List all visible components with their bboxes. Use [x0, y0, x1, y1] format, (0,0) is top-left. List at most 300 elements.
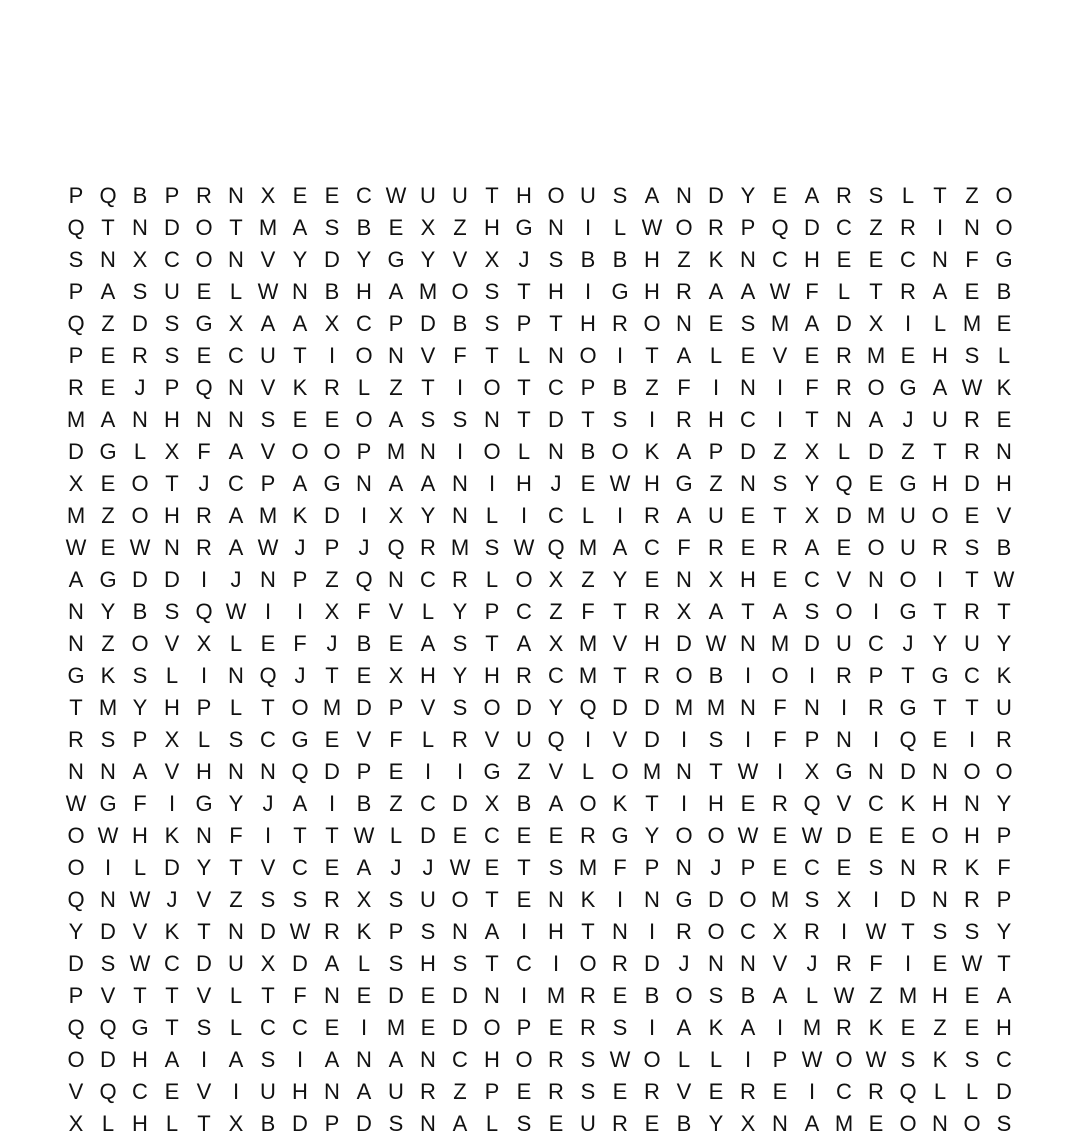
letter-cell[interactable]: M [834, 1111, 854, 1136]
letter-cell[interactable]: P [868, 663, 884, 688]
letter-cell[interactable]: J [198, 471, 210, 496]
letter-cell[interactable]: E [772, 823, 788, 848]
letter-cell[interactable]: A [100, 279, 116, 304]
letter-cell[interactable]: W [225, 599, 247, 624]
letter-cell[interactable]: E [324, 1015, 340, 1040]
letter-cell[interactable]: N [228, 375, 244, 400]
letter-cell[interactable]: H [132, 1111, 148, 1136]
letter-cell[interactable]: Q [195, 599, 213, 624]
letter-cell[interactable]: J [678, 951, 690, 976]
letter-cell[interactable]: Q [99, 1079, 117, 1104]
letter-cell[interactable]: U [420, 887, 436, 912]
letter-cell[interactable]: N [260, 759, 276, 784]
letter-cell[interactable]: R [196, 503, 212, 528]
letter-cell[interactable]: K [580, 887, 596, 912]
letter-cell[interactable]: S [196, 1015, 212, 1040]
letter-cell[interactable]: C [516, 599, 532, 624]
letter-cell[interactable]: N [868, 759, 884, 784]
letter-cell[interactable]: R [452, 727, 468, 752]
letter-cell[interactable]: Q [355, 567, 373, 592]
letter-cell[interactable]: S [260, 407, 276, 432]
letter-cell[interactable]: W [737, 823, 759, 848]
letter-cell[interactable]: S [580, 1047, 596, 1072]
letter-cell[interactable]: D [196, 951, 212, 976]
letter-cell[interactable]: I [296, 1047, 304, 1072]
letter-cell[interactable]: O [899, 1111, 917, 1136]
letter-cell[interactable]: T [229, 855, 243, 880]
letter-cell[interactable]: A [68, 567, 84, 592]
letter-cell[interactable]: S [452, 695, 468, 720]
letter-cell[interactable]: K [612, 791, 628, 816]
letter-cell[interactable]: I [808, 1079, 816, 1104]
letter-cell[interactable]: R [324, 887, 340, 912]
letter-cell[interactable]: I [904, 951, 912, 976]
letter-cell[interactable]: G [99, 567, 117, 592]
letter-cell[interactable]: O [611, 759, 629, 784]
letter-cell[interactable]: V [68, 1079, 84, 1104]
letter-cell[interactable]: P [388, 919, 404, 944]
letter-cell[interactable]: R [580, 1015, 596, 1040]
letter-cell[interactable]: U [996, 695, 1012, 720]
letter-cell[interactable]: O [675, 983, 693, 1008]
letter-cell[interactable]: E [292, 407, 308, 432]
letter-cell[interactable]: L [613, 215, 627, 240]
letter-cell[interactable]: H [132, 1047, 148, 1072]
letter-cell[interactable]: W [65, 791, 87, 816]
letter-cell[interactable]: I [360, 1015, 368, 1040]
letter-cell[interactable]: Z [101, 311, 115, 336]
letter-cell[interactable]: A [292, 311, 308, 336]
letter-cell[interactable]: J [230, 567, 242, 592]
letter-cell[interactable]: L [389, 823, 403, 848]
letter-cell[interactable]: R [836, 951, 852, 976]
letter-cell[interactable]: D [324, 247, 340, 272]
letter-cell[interactable]: E [516, 887, 532, 912]
letter-cell[interactable]: L [229, 695, 243, 720]
letter-cell[interactable]: D [644, 727, 660, 752]
letter-cell[interactable]: P [484, 1079, 500, 1104]
letter-cell[interactable]: F [389, 727, 403, 752]
letter-cell[interactable]: E [836, 855, 852, 880]
letter-cell[interactable]: L [997, 343, 1011, 368]
letter-cell[interactable]: A [772, 599, 788, 624]
letter-cell[interactable]: N [548, 215, 564, 240]
letter-cell[interactable]: N [228, 919, 244, 944]
letter-cell[interactable]: A [228, 503, 244, 528]
letter-cell[interactable]: N [132, 215, 148, 240]
letter-cell[interactable]: N [388, 567, 404, 592]
letter-cell[interactable]: N [868, 567, 884, 592]
letter-cell[interactable]: B [996, 535, 1012, 560]
letter-cell[interactable]: N [228, 759, 244, 784]
letter-cell[interactable]: E [388, 631, 404, 656]
letter-cell[interactable]: Z [453, 1079, 467, 1104]
letter-cell[interactable]: J [166, 887, 178, 912]
letter-cell[interactable]: R [900, 215, 916, 240]
letter-cell[interactable]: E [964, 1015, 980, 1040]
letter-cell[interactable]: V [196, 887, 212, 912]
letter-cell[interactable]: O [707, 919, 725, 944]
letter-cell[interactable]: X [836, 887, 852, 912]
letter-cell[interactable]: L [965, 1079, 979, 1104]
letter-cell[interactable]: N [676, 855, 692, 880]
letter-cell[interactable]: N [676, 311, 692, 336]
letter-cell[interactable]: I [456, 759, 464, 784]
letter-cell[interactable]: Z [869, 215, 883, 240]
letter-cell[interactable]: P [388, 311, 404, 336]
letter-cell[interactable]: D [868, 439, 884, 464]
letter-cell[interactable]: I [776, 375, 784, 400]
letter-cell[interactable]: D [676, 631, 692, 656]
letter-cell[interactable]: T [325, 823, 339, 848]
letter-cell[interactable]: N [324, 1079, 340, 1104]
letter-cell[interactable]: E [772, 855, 788, 880]
letter-cell[interactable]: T [485, 951, 499, 976]
letter-cell[interactable]: V [260, 439, 276, 464]
letter-cell[interactable]: D [996, 1079, 1012, 1104]
letter-cell[interactable]: N [484, 407, 500, 432]
letter-cell[interactable]: R [420, 1079, 436, 1104]
letter-cell[interactable]: C [356, 311, 372, 336]
letter-cell[interactable]: E [996, 407, 1012, 432]
letter-cell[interactable]: N [932, 1111, 948, 1136]
letter-cell[interactable]: O [483, 375, 501, 400]
letter-cell[interactable]: P [292, 567, 308, 592]
letter-cell[interactable]: D [100, 1047, 116, 1072]
letter-cell[interactable]: Z [869, 983, 883, 1008]
letter-cell[interactable]: I [616, 343, 624, 368]
letter-cell[interactable]: O [931, 823, 949, 848]
letter-cell[interactable]: D [292, 1111, 308, 1136]
letter-cell[interactable]: D [964, 471, 980, 496]
letter-cell[interactable]: W [609, 471, 631, 496]
letter-cell[interactable]: A [164, 1047, 180, 1072]
letter-cell[interactable]: W [257, 535, 279, 560]
letter-cell[interactable]: G [835, 759, 853, 784]
letter-cell[interactable]: C [836, 1079, 852, 1104]
letter-cell[interactable]: D [452, 983, 468, 1008]
letter-cell[interactable]: E [644, 567, 660, 592]
letter-cell[interactable]: E [740, 535, 756, 560]
letter-cell[interactable]: I [456, 375, 464, 400]
letter-cell[interactable]: D [836, 823, 852, 848]
letter-cell[interactable]: F [581, 599, 595, 624]
letter-cell[interactable]: O [963, 1111, 981, 1136]
letter-cell[interactable]: R [644, 1079, 660, 1104]
letter-cell[interactable]: S [548, 855, 564, 880]
letter-cell[interactable]: K [292, 375, 308, 400]
letter-cell[interactable]: A [452, 1111, 468, 1136]
letter-cell[interactable]: T [549, 311, 563, 336]
letter-cell[interactable]: D [804, 215, 820, 240]
letter-cell[interactable]: R [932, 855, 948, 880]
letter-cell[interactable]: A [420, 471, 436, 496]
letter-cell[interactable]: C [420, 791, 436, 816]
letter-cell[interactable]: T [261, 695, 275, 720]
letter-cell[interactable]: A [804, 535, 820, 560]
letter-cell[interactable]: I [904, 311, 912, 336]
letter-cell[interactable]: D [324, 759, 340, 784]
letter-cell[interactable]: T [613, 599, 627, 624]
letter-cell[interactable]: H [292, 1079, 308, 1104]
letter-cell[interactable]: O [291, 439, 309, 464]
letter-cell[interactable]: B [260, 1111, 276, 1136]
letter-cell[interactable]: J [262, 791, 274, 816]
letter-cell[interactable]: T [965, 695, 979, 720]
letter-cell[interactable]: F [133, 791, 147, 816]
letter-cell[interactable]: W [641, 215, 663, 240]
letter-cell[interactable]: P [164, 375, 180, 400]
letter-cell[interactable]: Q [899, 1079, 917, 1104]
letter-cell[interactable]: O [579, 791, 597, 816]
letter-cell[interactable]: E [612, 983, 628, 1008]
letter-cell[interactable]: I [744, 663, 752, 688]
letter-cell[interactable]: I [680, 727, 688, 752]
letter-cell[interactable]: R [452, 567, 468, 592]
letter-cell[interactable]: Q [899, 727, 917, 752]
letter-cell[interactable]: R [836, 663, 852, 688]
letter-cell[interactable]: N [932, 247, 948, 272]
letter-cell[interactable]: P [356, 759, 372, 784]
letter-cell[interactable]: E [452, 823, 468, 848]
letter-cell[interactable]: R [580, 983, 596, 1008]
letter-cell[interactable]: S [740, 311, 756, 336]
letter-cell[interactable]: N [68, 599, 84, 624]
letter-cell[interactable]: Y [452, 599, 468, 624]
letter-cell[interactable]: S [804, 599, 820, 624]
letter-cell[interactable]: Z [709, 471, 723, 496]
letter-cell[interactable]: T [741, 599, 755, 624]
letter-cell[interactable]: W [801, 823, 823, 848]
letter-cell[interactable]: M [866, 503, 886, 528]
letter-cell[interactable]: C [868, 631, 884, 656]
letter-cell[interactable]: N [676, 183, 692, 208]
letter-cell[interactable]: L [517, 439, 531, 464]
letter-cell[interactable]: F [805, 375, 819, 400]
letter-cell[interactable]: N [228, 183, 244, 208]
letter-cell[interactable]: A [740, 279, 756, 304]
letter-cell[interactable]: P [484, 599, 500, 624]
letter-cell[interactable]: Y [548, 695, 564, 720]
letter-cell[interactable]: X [388, 663, 404, 688]
letter-cell[interactable]: E [580, 471, 596, 496]
letter-cell[interactable]: N [452, 919, 468, 944]
letter-cell[interactable]: N [676, 567, 692, 592]
letter-cell[interactable]: I [520, 983, 528, 1008]
letter-cell[interactable]: L [229, 983, 243, 1008]
letter-cell[interactable]: K [996, 663, 1012, 688]
letter-cell[interactable]: P [68, 183, 84, 208]
letter-cell[interactable]: E [356, 983, 372, 1008]
letter-cell[interactable]: B [612, 247, 628, 272]
letter-cell[interactable]: M [770, 631, 790, 656]
letter-cell[interactable]: E [932, 727, 948, 752]
letter-cell[interactable]: A [228, 439, 244, 464]
letter-cell[interactable]: H [164, 695, 180, 720]
letter-cell[interactable]: T [933, 695, 947, 720]
letter-cell[interactable]: H [356, 279, 372, 304]
letter-cell[interactable]: I [360, 503, 368, 528]
letter-cell[interactable]: R [772, 535, 788, 560]
letter-cell[interactable]: X [164, 439, 180, 464]
letter-cell[interactable]: V [836, 567, 852, 592]
letter-cell[interactable]: P [772, 1047, 788, 1072]
letter-cell[interactable]: S [484, 535, 500, 560]
letter-cell[interactable]: I [648, 919, 656, 944]
letter-cell[interactable]: A [804, 311, 820, 336]
letter-cell[interactable]: P [996, 887, 1012, 912]
letter-cell[interactable]: T [773, 503, 787, 528]
letter-cell[interactable]: C [868, 791, 884, 816]
letter-cell[interactable]: H [644, 471, 660, 496]
letter-cell[interactable]: L [581, 759, 595, 784]
letter-cell[interactable]: L [517, 343, 531, 368]
letter-cell[interactable]: N [228, 407, 244, 432]
letter-cell[interactable]: R [676, 919, 692, 944]
letter-cell[interactable]: R [420, 535, 436, 560]
letter-cell[interactable]: A [484, 919, 500, 944]
letter-cell[interactable]: K [996, 375, 1012, 400]
letter-cell[interactable]: C [452, 1047, 468, 1072]
letter-cell[interactable]: U [260, 1079, 276, 1104]
letter-cell[interactable]: C [772, 247, 788, 272]
letter-cell[interactable]: E [836, 535, 852, 560]
letter-cell[interactable]: X [164, 727, 180, 752]
letter-cell[interactable]: X [68, 471, 84, 496]
letter-cell[interactable]: R [676, 407, 692, 432]
letter-cell[interactable]: H [484, 215, 500, 240]
letter-cell[interactable]: D [452, 791, 468, 816]
letter-cell[interactable]: H [996, 1015, 1012, 1040]
letter-cell[interactable]: R [644, 599, 660, 624]
letter-cell[interactable]: F [293, 983, 307, 1008]
letter-cell[interactable]: M [98, 695, 118, 720]
letter-cell[interactable]: R [196, 183, 212, 208]
letter-cell[interactable]: Z [101, 503, 115, 528]
letter-cell[interactable]: F [997, 855, 1011, 880]
letter-cell[interactable]: T [997, 951, 1011, 976]
letter-cell[interactable]: E [964, 503, 980, 528]
letter-cell[interactable]: C [548, 375, 564, 400]
letter-cell[interactable]: C [804, 855, 820, 880]
letter-cell[interactable]: U [964, 631, 980, 656]
letter-cell[interactable]: V [196, 1079, 212, 1104]
letter-cell[interactable]: O [291, 695, 309, 720]
letter-cell[interactable]: T [197, 919, 211, 944]
letter-cell[interactable]: N [68, 759, 84, 784]
letter-cell[interactable]: A [388, 1047, 404, 1072]
letter-cell[interactable]: Z [677, 247, 691, 272]
letter-cell[interactable]: M [418, 279, 438, 304]
letter-cell[interactable]: H [548, 919, 564, 944]
letter-cell[interactable]: O [931, 503, 949, 528]
letter-cell[interactable]: T [197, 1111, 211, 1136]
letter-cell[interactable]: A [388, 279, 404, 304]
letter-cell[interactable]: L [165, 663, 179, 688]
letter-cell[interactable]: E [516, 823, 532, 848]
letter-cell[interactable]: O [835, 1047, 853, 1072]
letter-cell[interactable]: E [964, 983, 980, 1008]
letter-cell[interactable]: D [644, 951, 660, 976]
letter-cell[interactable]: R [708, 535, 724, 560]
letter-cell[interactable]: D [836, 503, 852, 528]
letter-cell[interactable]: X [740, 1111, 756, 1136]
letter-cell[interactable]: P [68, 279, 84, 304]
letter-cell[interactable]: E [708, 311, 724, 336]
letter-cell[interactable]: Y [996, 631, 1012, 656]
letter-cell[interactable]: N [772, 1111, 788, 1136]
letter-cell[interactable]: E [324, 407, 340, 432]
letter-cell[interactable]: I [200, 663, 208, 688]
letter-cell[interactable]: T [901, 919, 915, 944]
letter-cell[interactable]: A [228, 1047, 244, 1072]
letter-cell[interactable]: E [964, 279, 980, 304]
letter-cell[interactable]: W [257, 279, 279, 304]
letter-cell[interactable]: N [740, 375, 756, 400]
letter-cell[interactable]: N [740, 247, 756, 272]
letter-cell[interactable]: I [520, 503, 528, 528]
letter-cell[interactable]: S [324, 215, 340, 240]
letter-cell[interactable]: S [516, 1111, 532, 1136]
letter-cell[interactable]: Q [259, 663, 277, 688]
letter-cell[interactable]: E [484, 855, 500, 880]
letter-cell[interactable]: E [356, 663, 372, 688]
letter-cell[interactable]: F [613, 855, 627, 880]
letter-cell[interactable]: K [644, 439, 660, 464]
letter-cell[interactable]: Z [101, 631, 115, 656]
letter-cell[interactable]: L [229, 631, 243, 656]
letter-cell[interactable]: G [195, 791, 213, 816]
letter-cell[interactable]: O [131, 631, 149, 656]
letter-cell[interactable]: O [835, 599, 853, 624]
letter-cell[interactable]: N [484, 983, 500, 1008]
letter-cell[interactable]: G [611, 823, 629, 848]
letter-cell[interactable]: R [644, 663, 660, 688]
letter-cell[interactable]: T [325, 663, 339, 688]
letter-cell[interactable]: V [420, 695, 436, 720]
letter-cell[interactable]: Y [612, 567, 628, 592]
letter-cell[interactable]: E [900, 1015, 916, 1040]
letter-cell[interactable]: I [936, 567, 944, 592]
letter-cell[interactable]: O [675, 823, 693, 848]
letter-cell[interactable]: Z [549, 599, 563, 624]
letter-cell[interactable]: O [995, 215, 1013, 240]
letter-cell[interactable]: C [164, 247, 180, 272]
letter-cell[interactable]: H [164, 503, 180, 528]
letter-cell[interactable]: I [424, 759, 432, 784]
letter-cell[interactable]: H [132, 823, 148, 848]
letter-cell[interactable]: N [68, 631, 84, 656]
letter-cell[interactable]: E [548, 823, 564, 848]
letter-cell[interactable]: O [547, 183, 565, 208]
letter-cell[interactable]: N [932, 759, 948, 784]
letter-cell[interactable]: N [612, 919, 628, 944]
letter-cell[interactable]: E [996, 311, 1012, 336]
letter-cell[interactable]: W [513, 535, 535, 560]
letter-cell[interactable]: U [836, 631, 852, 656]
letter-cell[interactable]: A [388, 407, 404, 432]
letter-cell[interactable]: W [737, 759, 759, 784]
letter-cell[interactable]: F [805, 279, 819, 304]
letter-cell[interactable]: I [808, 663, 816, 688]
letter-cell[interactable]: T [709, 759, 723, 784]
letter-cell[interactable]: R [612, 1111, 628, 1136]
letter-cell[interactable]: B [644, 983, 660, 1008]
letter-cell[interactable]: Y [356, 247, 372, 272]
letter-cell[interactable]: L [677, 1047, 691, 1072]
letter-cell[interactable]: J [518, 247, 530, 272]
letter-cell[interactable]: D [900, 759, 916, 784]
